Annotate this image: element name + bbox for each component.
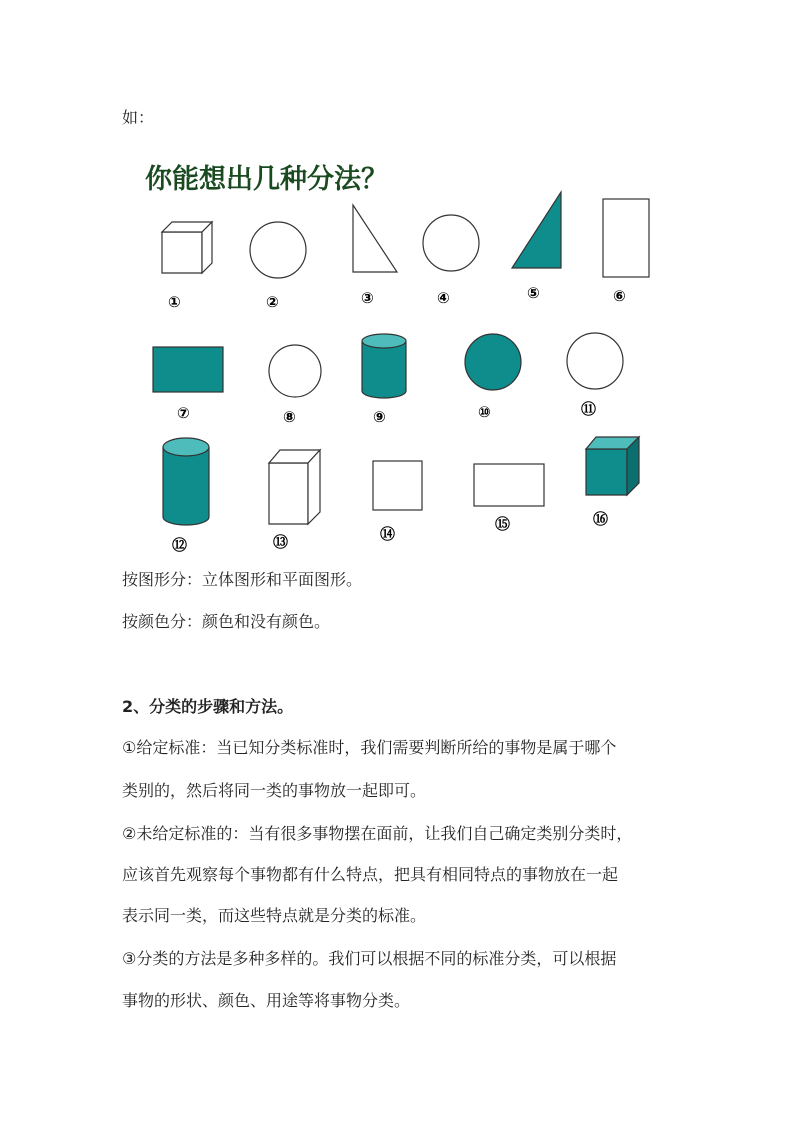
shape-5-number: ⑤	[527, 284, 540, 302]
figure-title: 你能想出几种分法？	[145, 164, 388, 195]
shape-11-number: ⑪	[581, 400, 597, 418]
shape-6-number: ⑥	[613, 287, 626, 305]
paragraph-line: 应该首先观察每个事物都有什么特点，把具有相同特点的事物放在一起	[122, 865, 619, 884]
shape-3-number: ③	[361, 289, 374, 307]
answer-by-shape: 按图形分：立体图形和平面图形。	[122, 570, 363, 589]
shape-13-cuboid	[269, 450, 320, 524]
shape-8-circle	[269, 345, 321, 397]
shape-10-number: ⑩	[478, 403, 491, 421]
paragraph-line: ③分类的方法是多种多样的。我们可以根据不同的标准分类，可以根据	[122, 949, 617, 968]
shape-15-number: ⑮	[495, 515, 511, 533]
shape-15-rectangle	[474, 464, 544, 506]
shapes-illustration	[140, 150, 680, 560]
section-heading: 2、分类的步骤和方法。	[122, 697, 294, 716]
paragraph-line: ①给定标准：当已知分类标准时，我们需要判断所给的事物是属于哪个	[122, 738, 617, 757]
shape-13-number: ⑬	[273, 533, 289, 551]
shape-1-cube	[162, 222, 212, 273]
shape-1-number: ①	[168, 293, 181, 311]
shape-2-circle	[250, 222, 306, 278]
shape-12-cylinder	[163, 438, 209, 525]
shape-16-number: ⑯	[593, 510, 609, 528]
paragraph-line: 类别的，然后将同一类的事物放一起即可。	[122, 781, 427, 800]
shape-14-square	[373, 461, 422, 510]
shape-12-number: ⑫	[172, 536, 188, 554]
shape-4-circle	[423, 215, 479, 271]
intro-text: 如：	[122, 108, 155, 127]
shape-3-triangle	[353, 205, 397, 272]
shape-7-rectangle	[153, 347, 223, 392]
shape-8-number: ⑧	[283, 408, 296, 426]
paragraph-line: ②未给定标准的：当有很多事物摆在面前，让我们自己确定类别分类时，	[122, 824, 633, 843]
shape-6-rectangle	[603, 199, 649, 277]
shape-2-number: ②	[266, 293, 279, 311]
paragraph-line: 表示同一类，而这些特点就是分类的标准。	[122, 906, 427, 925]
shapes-figure	[140, 150, 680, 560]
shape-9-number: ⑨	[373, 408, 386, 426]
shape-9-cylinder	[362, 334, 406, 398]
shape-4-number: ④	[437, 289, 450, 307]
shape-5-triangle	[512, 192, 561, 268]
shape-7-number: ⑦	[177, 404, 190, 422]
shape-14-number: ⑭	[380, 525, 396, 543]
shape-16-cube	[586, 437, 639, 495]
shape-11-circle	[567, 333, 623, 389]
shape-10-circle	[465, 334, 521, 390]
paragraph-line: 事物的形状、颜色、用途等将事物分类。	[122, 991, 411, 1010]
answer-by-color: 按颜色分：颜色和没有颜色。	[122, 612, 331, 631]
